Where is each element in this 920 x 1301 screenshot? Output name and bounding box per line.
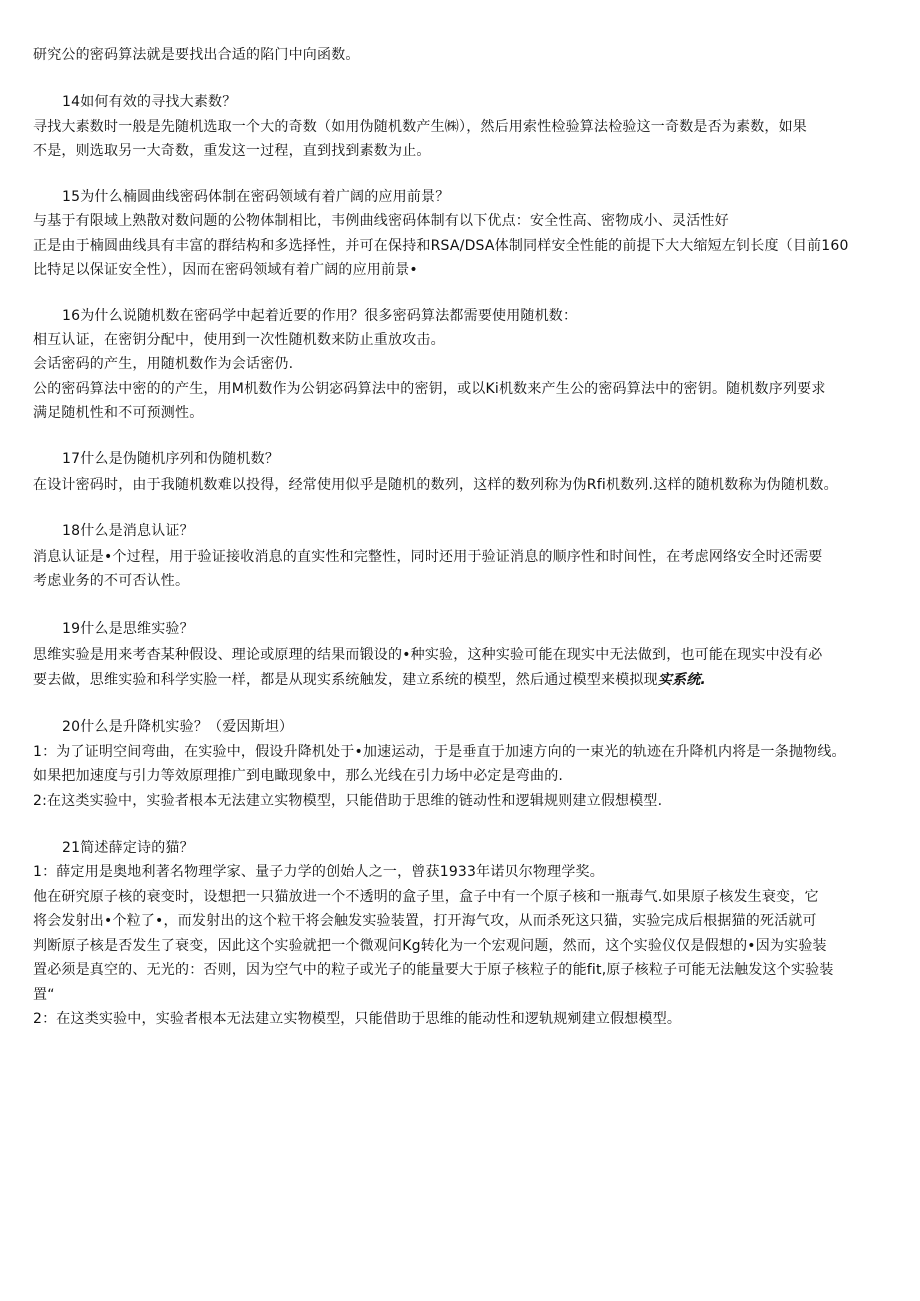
answer-21-line-5: 置必须是真空的、无光的：否则，因为空气中的粒子或光子的能量要大于原子核粒子的能fit,原子核粒子可能无法触发这个实验装 xyxy=(33,962,834,978)
answer-16-line-2: 会话密码的产生，用随机数作为会话密仍. xyxy=(33,356,294,372)
question-14-heading: 14如何有效的寻找大素数？ xyxy=(62,94,237,110)
answer-21-line-2: 他在研究原子核的衰变时，设想把一只猫放进一个不透明的盒子里，盒子中有一个原子核和一瓶毒气.如果原子核发生衰变，它 xyxy=(33,889,819,905)
answer-15-line-2: 正是由于楠圆曲线具有丰富的群结构和多选择性，并可在保持和RSA/DSA体制同样安全性能的前提下大大缩短左钊长度（目前160 xyxy=(33,238,849,254)
answer-15-line-1: 与基于有限域上熟散对数问题的公物体制相比，韦例曲线密码体制有以下优点：安全性高、密物成小、灵活性好 xyxy=(33,213,729,229)
answer-21-line-4: 判断原子核是否发生了衰变，因此这个实验就把一个微观问Kg转化为一个宏观问题，然而，这个实验仪仅是假想的•因为实验装 xyxy=(33,938,827,954)
answer-16-line-1: 相互认证，在密钥分配中，使用到一次性随机数来防止重放攻击。 xyxy=(33,332,445,348)
answer-19-line-2-text: 要去做，思维实验和科学实脸一样，都是从现实系统触发，建立系统的模型，然后通过模型来模拟现 xyxy=(33,672,658,688)
answer-18-line-1: 消息认证是•个过程，用于验证接收消息的直实性和完整性，同时还用于验证消息的顺序性和时间性，在考虑网络安全时还需要 xyxy=(33,549,823,565)
answer-21-line-6: 置“ xyxy=(33,987,55,1003)
answer-18-line-2: 考虑业务的不可否认性。 xyxy=(33,573,190,589)
question-15-heading: 15为什么楠圆曲线密码体制在密码领域有着广阔的应用前景？ xyxy=(62,189,450,205)
answer-19-line-2 xyxy=(33,670,706,690)
answer-19-line-1: 思维实验是用来考杳某种假设、理论或原理的结果而锻设的•种实验，这种实验可能在现实中无法做到，也可能在现实中没有必 xyxy=(33,647,823,663)
question-21-heading: 21简述薛定诗的猫？ xyxy=(62,840,194,856)
answer-20-line-3: 2:在这类实验中，实验者根本无法建立实物模型，只能借助于思维的链动性和逻辑规则建立假想模型. xyxy=(33,793,663,809)
question-19-heading: 19什么是思维实验？ xyxy=(62,621,194,637)
answer-14-line-1: 寻找大素数时一般是先随机选取一个大的奇数（如用伪随机数产生㈱），然后用索性检验算法检验这一奇数是否为素数，如果 xyxy=(33,119,807,135)
answer-16-line-4: 满足随机性和不可预测性。 xyxy=(33,405,204,421)
intro-line: 研究公的密码算法就是要找出合适的陷门中向函数。 xyxy=(33,47,360,63)
question-18-heading: 18什么是消息认证？ xyxy=(62,523,194,539)
question-16-heading: 16为什么说随机数在密码学中起着近要的作用？很多密码算法都需要使用随机数： xyxy=(62,308,578,324)
answer-14-line-2: 不是，则选取另一大奇数，重发这一过程，直到找到素数为止。 xyxy=(33,143,431,159)
answer-21-line-3: 将会发射出•个粒了•，而发射出的这个粒干将会触发实验装置，打开海气攻，从而杀死这只猫，实验完成后根据猫的死活就可 xyxy=(33,913,817,929)
question-20-heading: 20什么是升降机实验？（爱因斯坦） xyxy=(62,719,294,735)
answer-20-line-2: 如果把加速度与引力等效原理推广到电瞰现象中，那么光线在引力场中必定是弯曲的. xyxy=(33,768,564,784)
answer-16-line-3: 公的密码算法中密的的产生，用M机数作为公钥宓码算法中的密钥，或以Ki机数来产生公的密码算法中的密钥。随机数序列要求 xyxy=(33,381,826,397)
answer-17-line-1: 在设计密码时，由于我随机数难以投得，经常使用似乎是随机的数列，这样的数列称为伪Rfi机数列.这样的随机数称为伪随机数。 xyxy=(33,477,838,493)
answer-21-line-7: 2：在这类实验中，实验者根本无法建立实物模型，只能借助于思维的能动性和逻轨规剜建立假想模型。 xyxy=(33,1011,682,1027)
answer-20-line-1: 1：为了证明空间弯曲，在实验中，假设升降机处于•加速运动，于是垂直于加速方向的一束光的轨迹在升降机内将是一条抛物线。 xyxy=(33,744,846,760)
question-17-heading: 17什么是伪随机序列和伪随机数？ xyxy=(62,451,280,467)
answer-21-line-1: 1：薛定用是奥地利著名物理学家、量子力学的创始人之一，曾获1933年诺贝尔物理学奖。 xyxy=(33,864,604,880)
answer-19-emphasis: 实系统. xyxy=(657,672,706,688)
answer-15-line-3: 比特足以保证安全性），因而在密码领域有着广阔的应用前景• xyxy=(33,262,418,278)
